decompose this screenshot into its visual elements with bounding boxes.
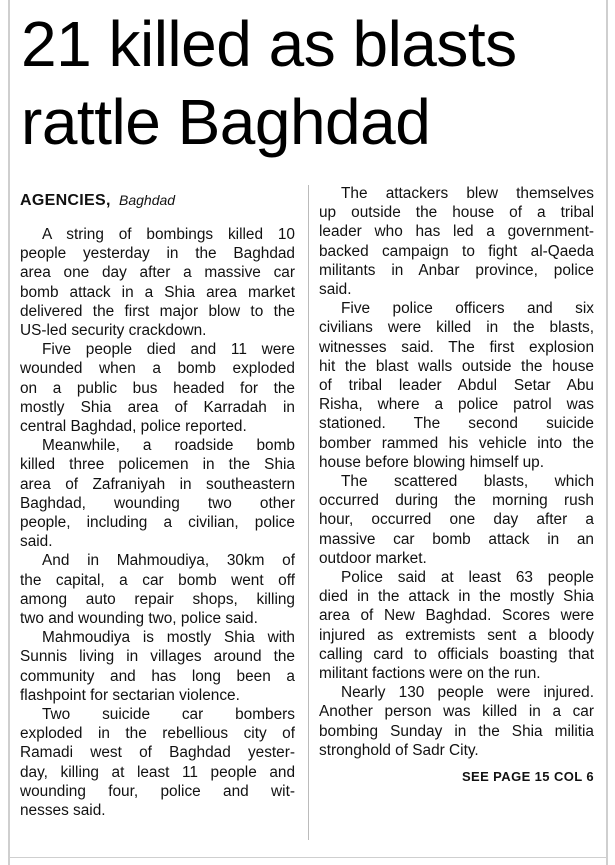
article-column-left [20, 184, 295, 820]
article-line: Police said at least 63 people [341, 569, 594, 587]
article-line: militants in Anbar province, police [319, 261, 594, 279]
article-line: massive car bomb attack in an [319, 530, 594, 548]
article-line: died in the attack in the mostly Shia [319, 588, 594, 606]
article-line: Meanwhile, a roadside bomb [42, 437, 295, 455]
article-line: Five people died and 11 were [42, 341, 295, 359]
byline-agency: AGENCIES, [20, 192, 111, 209]
article-line: Two suicide car bombers [42, 706, 295, 724]
article-line: exploded in the rebellious city of [20, 725, 295, 743]
article-body-right [319, 184, 594, 760]
article-line: calling card to officials boasting that [319, 645, 594, 663]
byline [20, 186, 295, 215]
article-paragraph [20, 436, 295, 551]
column-divider [308, 185, 309, 840]
article-line: Sunnis living in villages around the [20, 648, 295, 666]
article-line: bombing Sunday in the Shia militia [319, 722, 594, 740]
article-line: the capital, a car bomb went off [20, 571, 295, 589]
article-paragraph [319, 568, 594, 683]
article-line: people yesterday in the Baghdad [20, 245, 295, 263]
page-border-left [8, 0, 10, 865]
article-line: militant factions were on the run. [319, 665, 541, 683]
article-line: backed campaign to fight al-Qaeda [319, 242, 594, 260]
see-page-reference: SEE PAGE 15 COL 6 [461, 769, 594, 785]
article-paragraph [20, 628, 295, 705]
article-line: Baghdad, wounding two other [20, 494, 295, 512]
article-line: hour, occurred one day after a [319, 511, 594, 529]
headline-line-2: rattle Baghdad [21, 86, 431, 158]
article-line: two and wounding two, police said. [20, 610, 258, 628]
article-line: Mahmoudiya is mostly Shia with [42, 629, 295, 647]
article-paragraph [319, 472, 594, 568]
article-line: day, killing at least 11 people and [20, 763, 295, 781]
article-line: leader who has led a government- [319, 223, 594, 241]
article-line: killed three policemen in the Shia [20, 456, 295, 474]
article-line: And in Mahmoudiya, 30km of [42, 552, 295, 570]
article-paragraph [319, 184, 594, 299]
headline [21, 5, 606, 161]
article-line: The attackers blew themselves [341, 185, 594, 202]
headline-line-1: 21 killed as blasts [21, 8, 517, 80]
article-line: injured as extremists sent a bloody [319, 626, 594, 644]
article-line: area of Zafraniyah in southeastern [20, 475, 295, 493]
article-line: Risha, where a police patrol was [319, 396, 594, 414]
article-line: of tribal leader Abdul Setar Abu [319, 377, 594, 395]
article-line: hit the blast walls outside the house [319, 357, 594, 375]
article-line: among auto repair shops, killing [20, 590, 295, 608]
article-line: said. [319, 281, 352, 299]
article-line: Nearly 130 people were injured. [341, 684, 594, 702]
article-line: delivered the first major blow to the [20, 302, 295, 320]
article-line: stationed. The second suicide [319, 415, 594, 433]
article-line: A string of bombings killed 10 [42, 226, 295, 243]
article-line: bomb attack in a Shia area market [20, 283, 295, 301]
article-paragraph [20, 340, 295, 436]
article-line: stronghold of Sadr City. [319, 741, 479, 759]
article-line: witnesses said. The first explosion [319, 338, 594, 356]
article-line: people, including a civilian, police [20, 514, 295, 532]
article-line: on a public bus headed for the [20, 379, 295, 397]
article-line: US-led security crackdown. [20, 322, 207, 340]
page-border-right [606, 0, 608, 865]
article-line: civilians were killed in the blasts, [319, 319, 594, 337]
article-line: house before blowing himself up. [319, 453, 545, 471]
article-line: up outside the house of a tribal [319, 204, 594, 222]
article-line: said. [20, 533, 53, 551]
article-line: flashpoint for sectarian violence. [20, 686, 240, 704]
article-line: The scattered blasts, which [341, 473, 594, 491]
article-line: occurred during the morning rush [319, 492, 594, 510]
article-line: bomber rammed his vehicle into the [319, 434, 594, 452]
article-paragraph [319, 299, 594, 472]
article-line: area one day after a massive car [20, 264, 295, 282]
article-line: Five police officers and six [341, 300, 594, 318]
article-line: community and has long been a [20, 667, 295, 685]
article-line: wounding four, police and wit- [20, 782, 295, 800]
article-line: central Baghdad, police reported. [20, 418, 247, 436]
article-line: wounded when a bomb exploded [20, 360, 295, 378]
article-line: Another person was killed in a car [319, 703, 594, 721]
article-body-left [20, 225, 295, 820]
article-line: nesses said. [20, 802, 106, 820]
article-line: Ramadi west of Baghdad yester- [20, 744, 295, 762]
article-line: mostly Shia area of Karradah in [20, 398, 295, 416]
article-paragraph [20, 551, 295, 628]
page-border-bottom [8, 857, 608, 858]
article-line: outdoor market. [319, 549, 427, 567]
article-paragraph [20, 705, 295, 820]
article-paragraph [20, 225, 295, 340]
article-line: area of New Baghdad. Scores were [319, 607, 594, 625]
byline-city: Baghdad [119, 192, 176, 208]
article-paragraph [319, 683, 594, 760]
article-column-right [319, 184, 594, 786]
